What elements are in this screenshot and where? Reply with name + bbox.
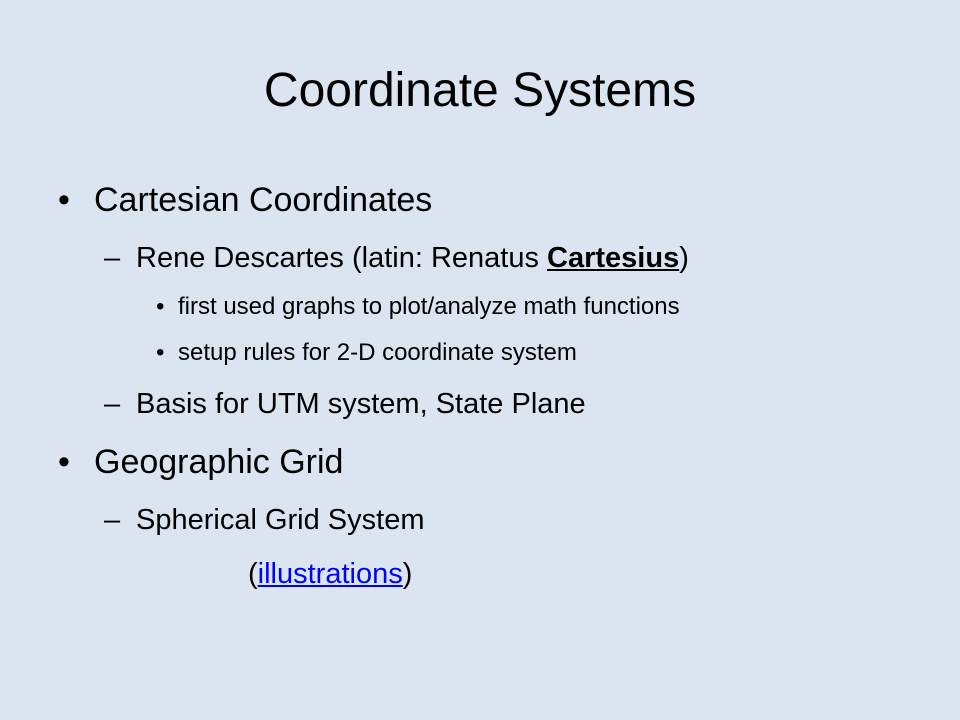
illustrations-link[interactable]: illustrations <box>257 558 403 590</box>
bullet-icon: • <box>58 443 70 481</box>
subbullet-spherical-grid: Spherical Grid System <box>136 504 425 536</box>
descartes-prefix: Rene Descartes (latin: Renatus <box>136 242 548 274</box>
subsub-first-used-graphs: first used graphs to plot/analyze math functions <box>178 293 680 320</box>
bullet-icon: • <box>156 293 165 320</box>
bullet-cartesian-coordinates: Cartesian Coordinates <box>94 181 433 219</box>
slide-title: Coordinate Systems <box>263 64 697 117</box>
cartesius-emphasis: Cartesius <box>547 242 680 274</box>
paren-open: ( <box>248 558 258 590</box>
dash-icon: – <box>104 242 121 274</box>
subbullet-rene-descartes <box>136 240 689 276</box>
paren-close: ) <box>402 558 413 590</box>
subbullet-basis-utm: Basis for UTM system, State Plane <box>136 388 586 420</box>
descartes-suffix: ) <box>679 242 689 274</box>
subsub-setup-rules: setup rules for 2-D coordinate system <box>178 339 577 366</box>
illustrations-line <box>248 556 412 592</box>
dash-icon: – <box>104 388 121 420</box>
bullet-icon: • <box>58 181 70 219</box>
bullet-geographic-grid: Geographic Grid <box>94 443 344 481</box>
dash-icon: – <box>104 504 121 536</box>
bullet-icon: • <box>156 339 165 366</box>
